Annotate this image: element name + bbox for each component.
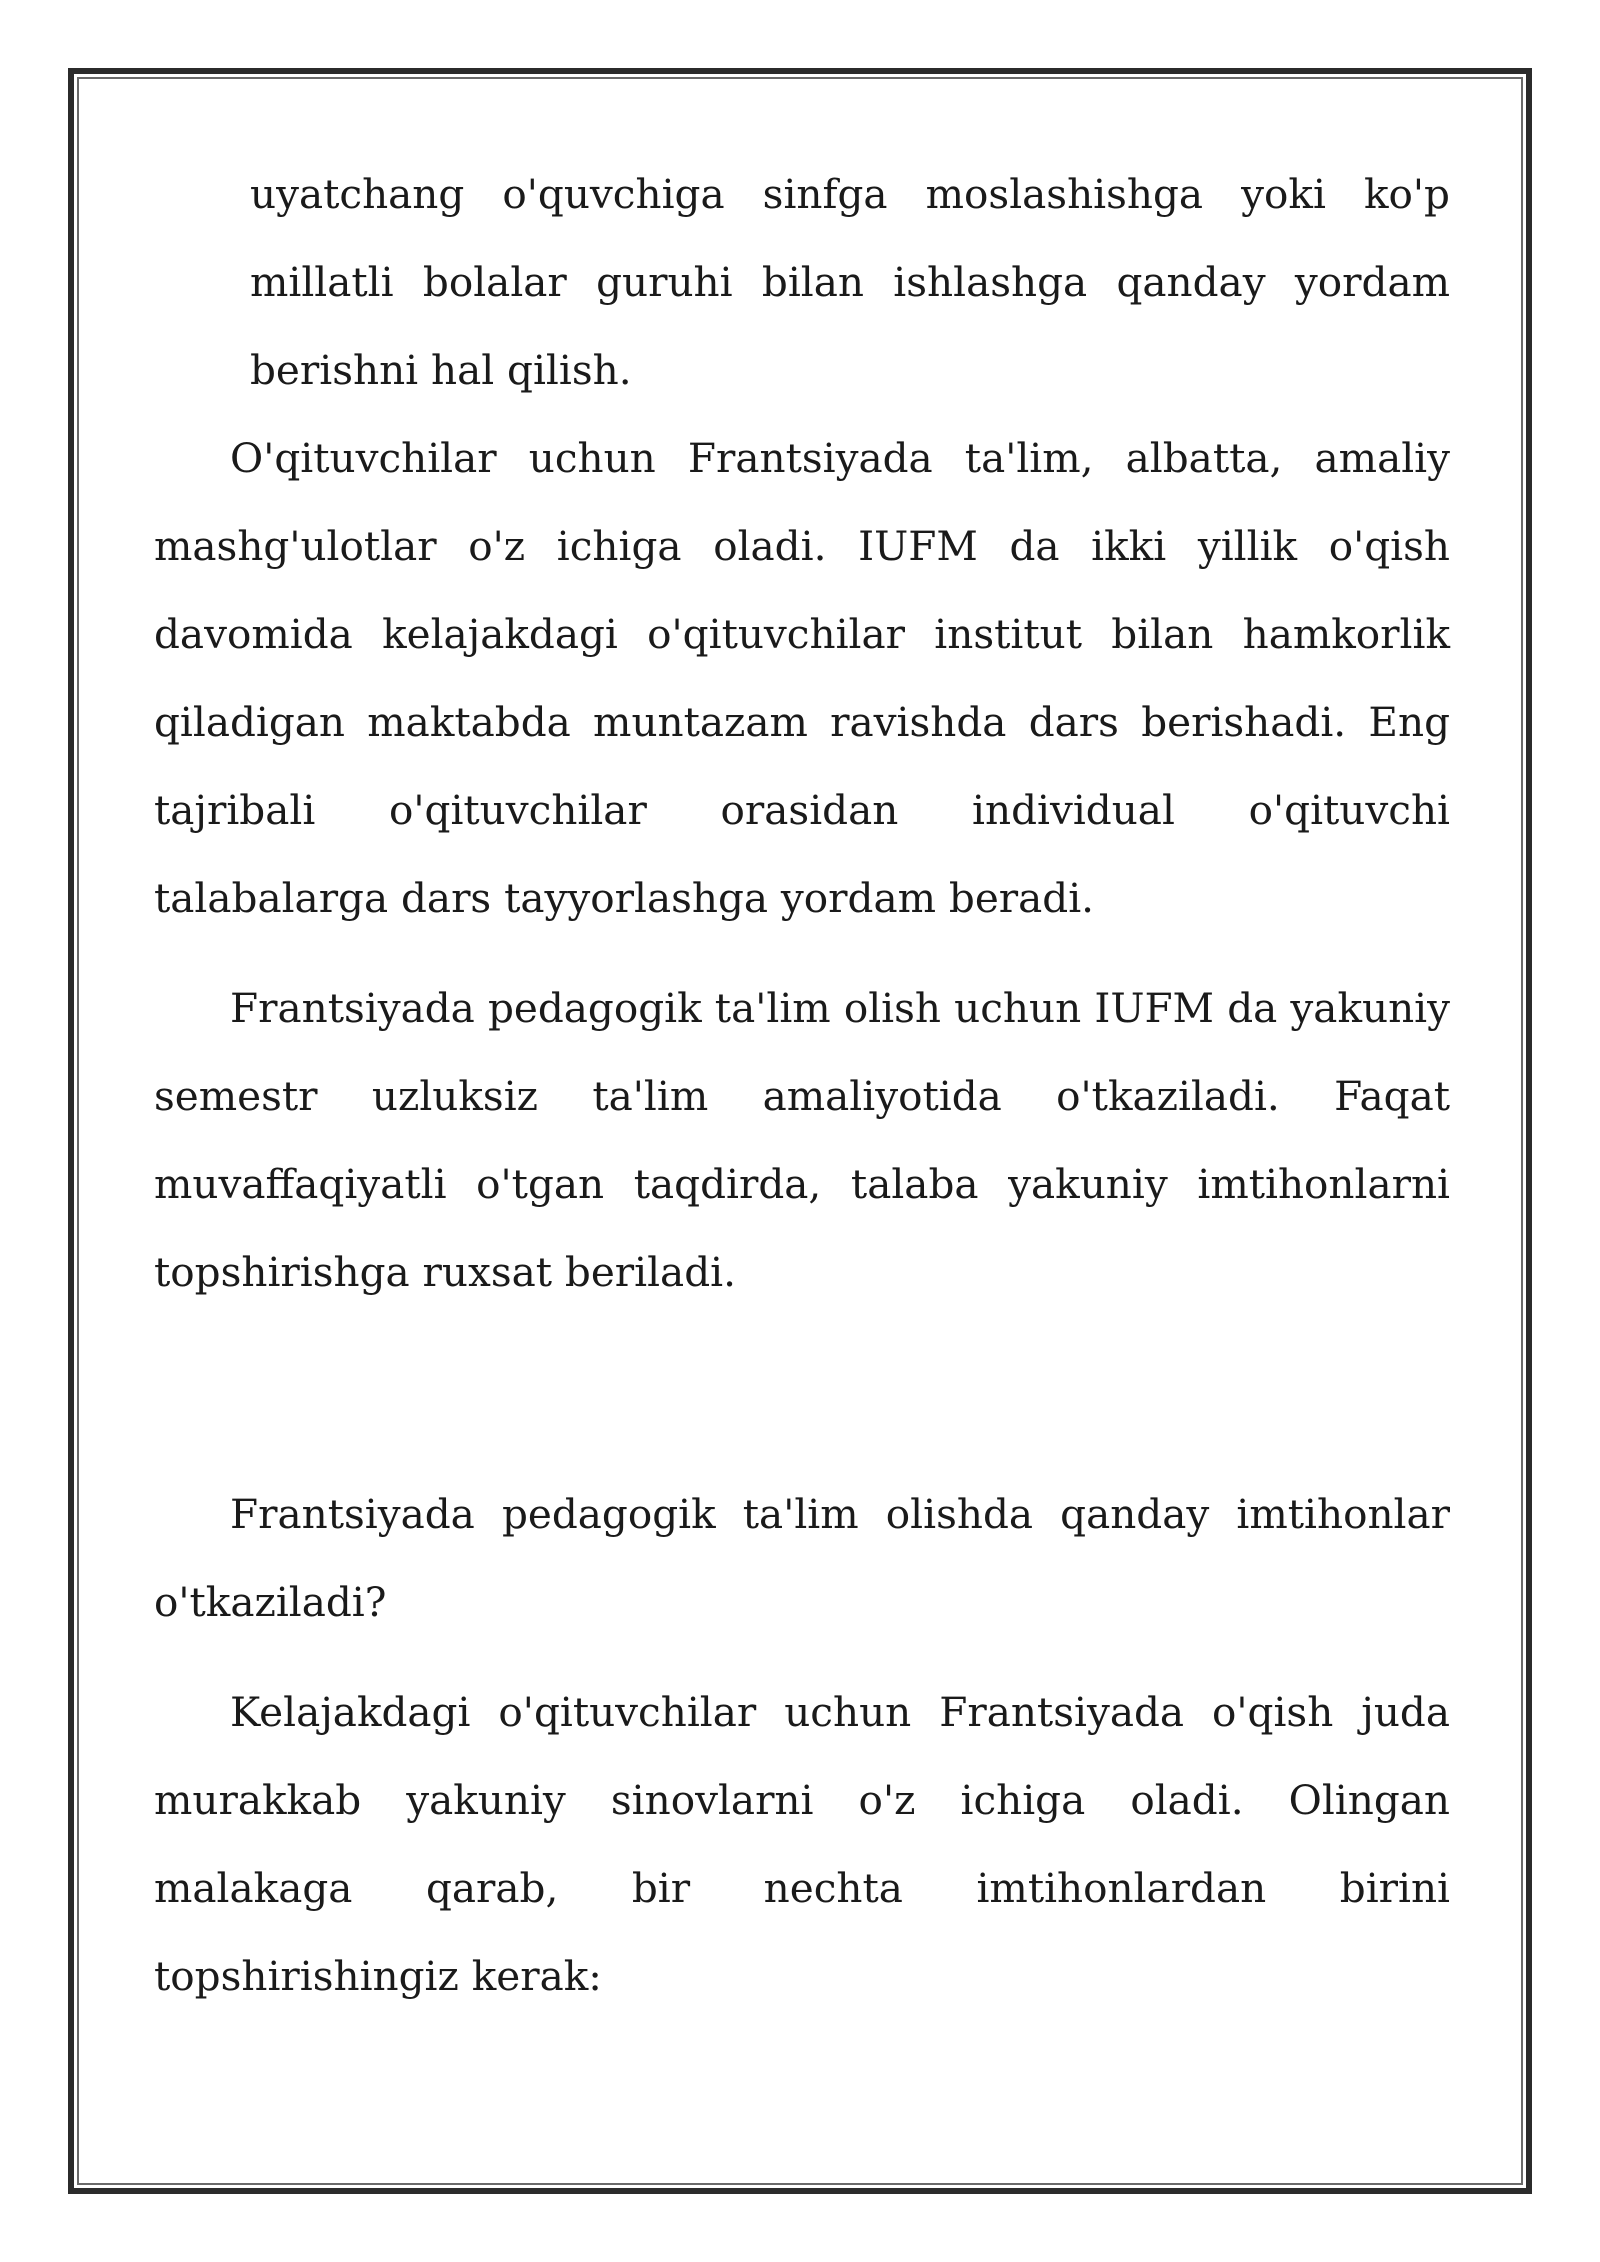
page-body (154, 150, 1450, 2020)
paragraph-practical-training: O'qituvchilar uchun Frantsiyada ta'lim, albatta, amaliy mashg'ulotlar o'z ichiga oladi. IUFM da ikki yillik o'qish davomida kelajakdagi o'qituvchilar institut bilan hamkorlik qiladigan maktabda muntazam ravishda dars berishadi. Eng tajribali o'qituvchilar orasidan individual o'qituvchi talabalarga dars tayyorlashga yordam beradi. (154, 434, 1450, 922)
paragraph-final-exams: Kelajakdagi o'qituvchilar uchun Frantsiyada o'qish juda murakkab yakuniy sinovlarni o'z ichiga oladi. Olingan malakaga qarab, bir nechta imtihonlardan birini topshirishingiz kerak: (154, 1688, 1450, 2000)
list-item-continuation: uyatchang o'quvchiga sinfga moslashishga yoki ko'p millatli bolalar guruhi bilan ishlashga qanday yordam berishni hal qilish. (250, 170, 1450, 394)
section-question: Frantsiyada pedagogik ta'lim olishda qanday imtihonlar o'tkaziladi? (154, 1490, 1450, 1626)
paragraph-final-semester: Frantsiyada pedagogik ta'lim olish uchun IUFM da yakuniy semestr uzluksiz ta'lim amaliyotida o'tkaziladi. Faqat muvaffaqiyatli o'tgan taqdirda, talaba yakuniy imtihonlarni topshirishga ruxsat beriladi. (154, 984, 1450, 1296)
